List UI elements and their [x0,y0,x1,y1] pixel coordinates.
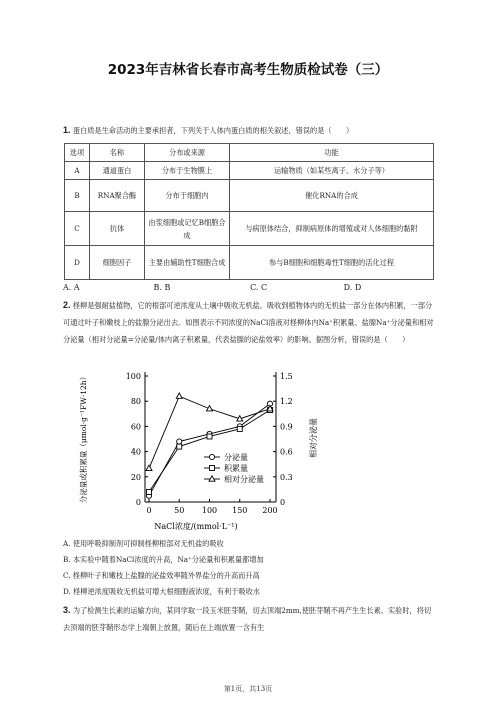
nacl-chart [80,366,320,532]
legend-marker-square [210,466,215,471]
question-number: 3. [63,605,71,615]
table-cell: 分布于生物膜上 [145,162,230,180]
table-cell: D [65,246,90,280]
table-header: 分布或来源 [145,144,230,162]
table-cell: 细胞因子 [90,246,145,280]
table-cell: 抗体 [90,212,145,246]
y-tick-label-left: 40 [130,447,141,457]
page-title: 2023年吉林省长春市高考生物质检试卷（三） [107,62,389,78]
option-d: D. D [343,283,362,292]
data-point-triangle [146,465,152,470]
question-2 [63,297,435,348]
y-tick-label-right: 0.3 [280,472,293,482]
table-cell: 与病原体结合，抑制病原体的增殖或对人体细胞的黏附 [230,212,434,246]
table-cell: B [65,180,90,212]
table-cell: 分布于细胞内 [145,180,230,212]
legend-label: 分泌量 [224,453,248,462]
option-b: B. B [153,283,171,292]
answer-a: A. 使用呼吸抑制剂可抑制柽柳根部对无机盐的吸收 [63,539,224,548]
y-tick-label-left: 0 [135,498,141,507]
table-header: 选项 [65,144,90,162]
y-tick-label-right: 0 [280,498,286,507]
question-number: 2. [63,300,71,310]
table-cell: 通道蛋白 [90,162,145,180]
table-row [65,180,434,212]
page-footer: 第1页，共13页 [223,685,273,693]
legend-label: 积累量 [224,464,248,473]
question-stem: 为了检测生长素的运输方向，某同学取一段玉米胚芽鞘，切去顶端2mm,使胚芽鞘不再产生生长素。实验时，将切去顶端的胚芽鞘形态学上端朝上放置，随后在上端放置一含有生 [63,606,432,632]
legend-label: 相对分泌量 [224,475,264,484]
y-tick-label-left: 20 [130,472,141,482]
table-row [65,246,434,280]
option-a: A. A [63,283,80,292]
table-row [65,212,434,246]
y-tick-label-left: 100 [125,372,141,381]
y-tick-label-left: 80 [130,397,141,407]
x-tick-label: 0 [146,506,152,515]
x-tick-label: 50 [174,506,185,515]
data-point-square [237,426,242,431]
table-cell: A [65,162,90,180]
data-point-square [207,434,212,439]
data-point-square [177,444,182,449]
option-c: C. C [250,283,268,292]
table-row [65,162,434,180]
table-cell: 催化RNA的合成 [230,180,434,212]
data-point-square [147,489,152,494]
table-header-row [65,144,434,162]
table-cell: 由浆细胞或记忆B细胞合成 [145,212,230,246]
y-tick-label-right: 1.2 [280,397,293,407]
y-axis-label-right: 相对分泌量 [309,418,318,458]
x-axis-label: NaCl浓度/(mmol·L⁻¹) [154,522,238,531]
answer-d: D. 柽柳逆浓度吸收无机盐可增大根细胞液浓度，有利于吸收水 [63,587,260,596]
y-axis-label-left: 分泌量或积累量（μmol·g⁻¹FW·12h） [79,372,88,504]
y-tick-label-right: 0.6 [280,447,293,457]
legend-marker-circle [209,454,214,459]
q1-options [63,283,435,292]
table-cell: 主要由辅助性T细胞合成 [145,246,230,280]
y-tick-label-left: 60 [130,422,141,432]
y-tick-label-right: 0.9 [280,422,293,432]
x-tick-label: 150 [232,506,248,515]
legend-marker-triangle [209,476,215,481]
question-stem: 蛋白质是生命活动的主要承担者，下列关于人体内蛋白质的相关叙述，错误的是（ ） [72,126,354,135]
y-tick-label-right: 1.5 [280,372,293,381]
table-header: 功能 [230,144,434,162]
question-1 [63,122,435,139]
table-cell: 参与B细胞和细胞毒性T细胞的活化过程 [230,246,434,280]
question-3 [63,602,435,636]
table-cell: RNA聚合酶 [90,180,145,212]
question-number: 1. [63,125,71,135]
table-cell: 运输物质（如某些离子、水分子等） [230,162,434,180]
data-point-circle [177,439,182,444]
question-stem: 柽柳是强耐盐植物，它的根部可逆浓度从土壤中吸收无机盐。吸收到植物体内的无机盐一部分在体内积累，一部分可通过叶子和嫩枝上的盐腺分泌出去。如图表示不同浓度的NaCl溶液对柽柳体内Na⁺积累量、盐腺Na⁺分泌量和相对分泌量（相对分泌量=分泌量/体内离子积累量，代表盐腺的泌盐效率）的影响。据图分析，错误的是（ ） [63,301,434,344]
answer-c: C. 柽柳叶子和嫩枝上盐腺的泌盐效率随外界盐分的升高而升高 [63,571,260,580]
x-tick-label: 100 [201,506,218,515]
protein-table [64,143,434,280]
table-header: 名称 [90,144,145,162]
data-point-triangle [176,393,182,398]
table-cell: C [65,212,90,246]
answer-b: B. 本实验中随着NaCl浓度的升高，Na⁺分泌量和积累量都增加 [63,555,264,564]
q2-answers [63,536,435,600]
x-tick-label: 200 [262,506,278,515]
